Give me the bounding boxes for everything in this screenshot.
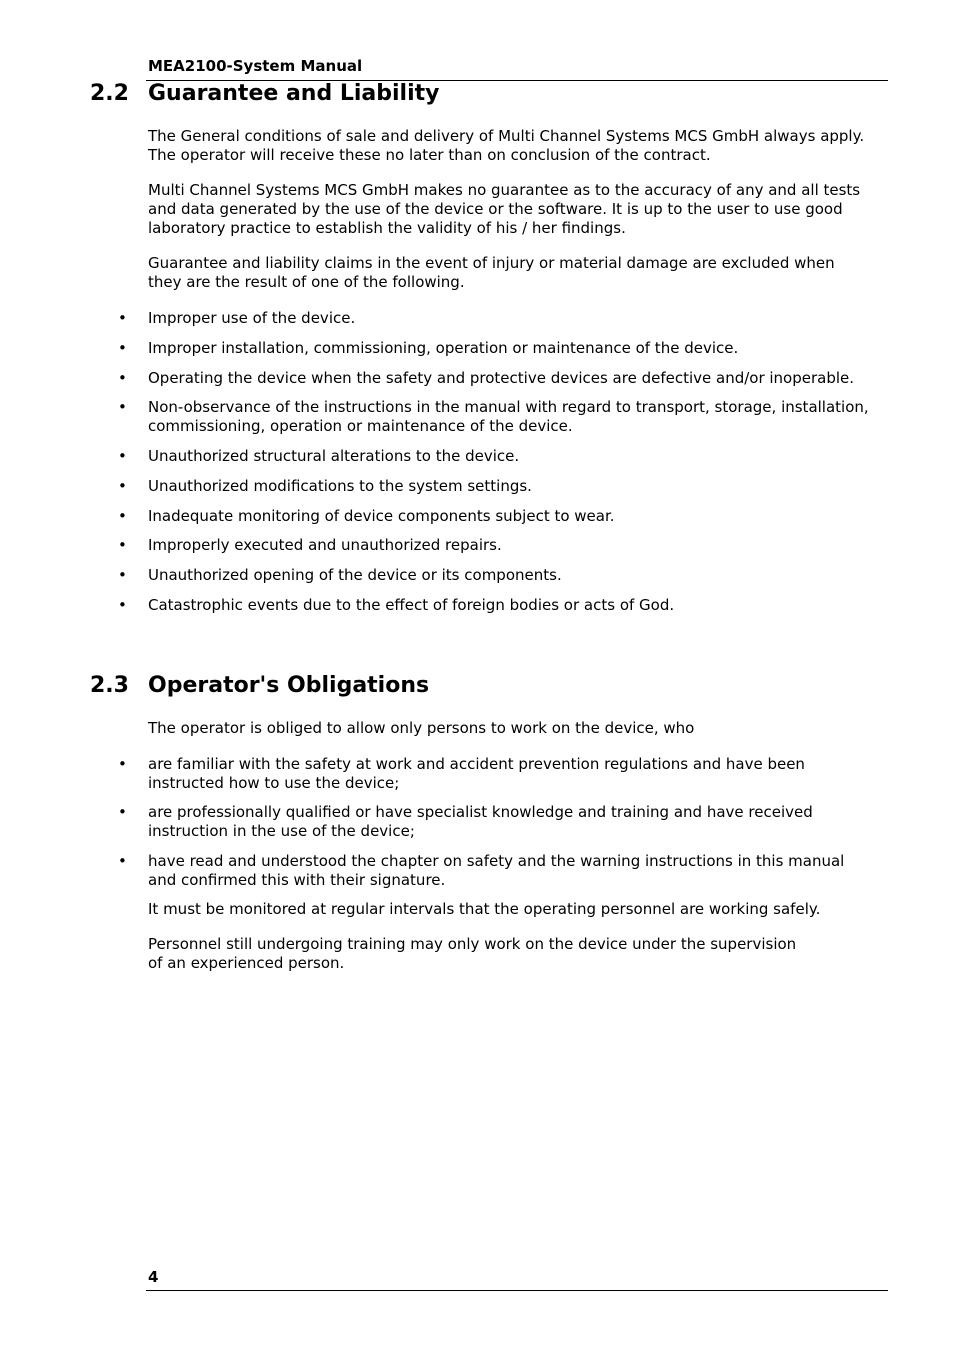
paragraph-general-conditions xyxy=(148,127,864,165)
text-line: of an experienced person. xyxy=(148,954,345,972)
bullet-icon: • xyxy=(118,536,127,554)
list-item-text: Improper use of the device. xyxy=(148,309,356,327)
bullet-icon: • xyxy=(118,852,127,870)
paragraph-liability-claims xyxy=(148,254,835,292)
paragraph-no-guarantee xyxy=(148,181,860,238)
bullet-icon: • xyxy=(118,566,127,584)
bullet-icon: • xyxy=(118,507,127,525)
list-item-text: Unauthorized structural alterations to the device. xyxy=(148,447,520,465)
list-item-text: Improperly executed and unauthorized repairs. xyxy=(148,536,502,554)
section-number: 2.3 xyxy=(90,673,129,698)
bullet-icon: • xyxy=(118,398,127,416)
text-line: Guarantee and liability claims in the event of injury or material damage are excluded when xyxy=(148,254,835,272)
section-title: Operator's Obligations xyxy=(148,673,430,698)
list-item-text: have read and understood the chapter on safety and the warning instructions in this manual and confirmed this with their signature. xyxy=(148,852,845,889)
bullet-icon: • xyxy=(118,309,127,327)
text-line: Multi Channel Systems MCS GmbH makes no guarantee as to the accuracy of any and all tests xyxy=(148,181,861,199)
text-line: they are the result of one of the following. xyxy=(148,273,465,291)
list-item-text: Catastrophic events due to the effect of foreign bodies or acts of God. xyxy=(148,596,675,614)
running-header-title: MEA2100-System Manual xyxy=(148,57,363,75)
bullet-icon: • xyxy=(118,755,127,773)
list-item-text: Operating the device when the safety and protective devices are defective and/or inoperable. xyxy=(148,369,855,387)
bullet-icon: • xyxy=(118,596,127,614)
bullet-icon: • xyxy=(118,369,127,387)
list-item-text: Unauthorized opening of the device or its components. xyxy=(148,566,562,584)
footer-rule xyxy=(146,1290,888,1291)
section-title: Guarantee and Liability xyxy=(148,81,440,106)
text-line: It must be monitored at regular intervals that the operating personnel are working safely. xyxy=(148,900,821,918)
text-line: The General conditions of sale and delivery of Multi Channel Systems MCS GmbH always apply. xyxy=(148,127,865,145)
bullet-icon: • xyxy=(118,339,127,357)
text-line: laboratory practice to establish the validity of his / her findings. xyxy=(148,219,626,237)
list-item-text: are familiar with the safety at work and accident prevention regulations and have been instructed how to use the device; xyxy=(148,755,805,792)
paragraph-training xyxy=(148,935,796,973)
text-line: Personnel still undergoing training may only work on the device under the supervision xyxy=(148,935,797,953)
paragraph-monitoring xyxy=(148,900,820,919)
bullet-icon: • xyxy=(118,803,127,821)
page-number: 4 xyxy=(148,1268,159,1286)
list-item-text: Unauthorized modifications to the system settings. xyxy=(148,477,532,495)
bullet-icon: • xyxy=(118,447,127,465)
list-item-text: are professionally qualified or have specialist knowledge and training and have received instruction in the use of the device; xyxy=(148,803,813,840)
list-item-text: Non-observance of the instructions in the manual with regard to transport, storage, installation, commissioning, operation or maintenance of the device. xyxy=(148,398,869,435)
text-line: The operator is obliged to allow only persons to work on the device, who xyxy=(148,719,695,737)
list-item-text: Improper installation, commissioning, operation or maintenance of the device. xyxy=(148,339,739,357)
paragraph-operator-intro xyxy=(148,719,694,738)
list-item-text: Inadequate monitoring of device components subject to wear. xyxy=(148,507,615,525)
text-line: The operator will receive these no later than on conclusion of the contract. xyxy=(148,146,711,164)
text-line: and data generated by the use of the device or the software. It is up to the user to use good xyxy=(148,200,843,218)
bullet-icon: • xyxy=(118,477,127,495)
section-number: 2.2 xyxy=(90,81,129,106)
